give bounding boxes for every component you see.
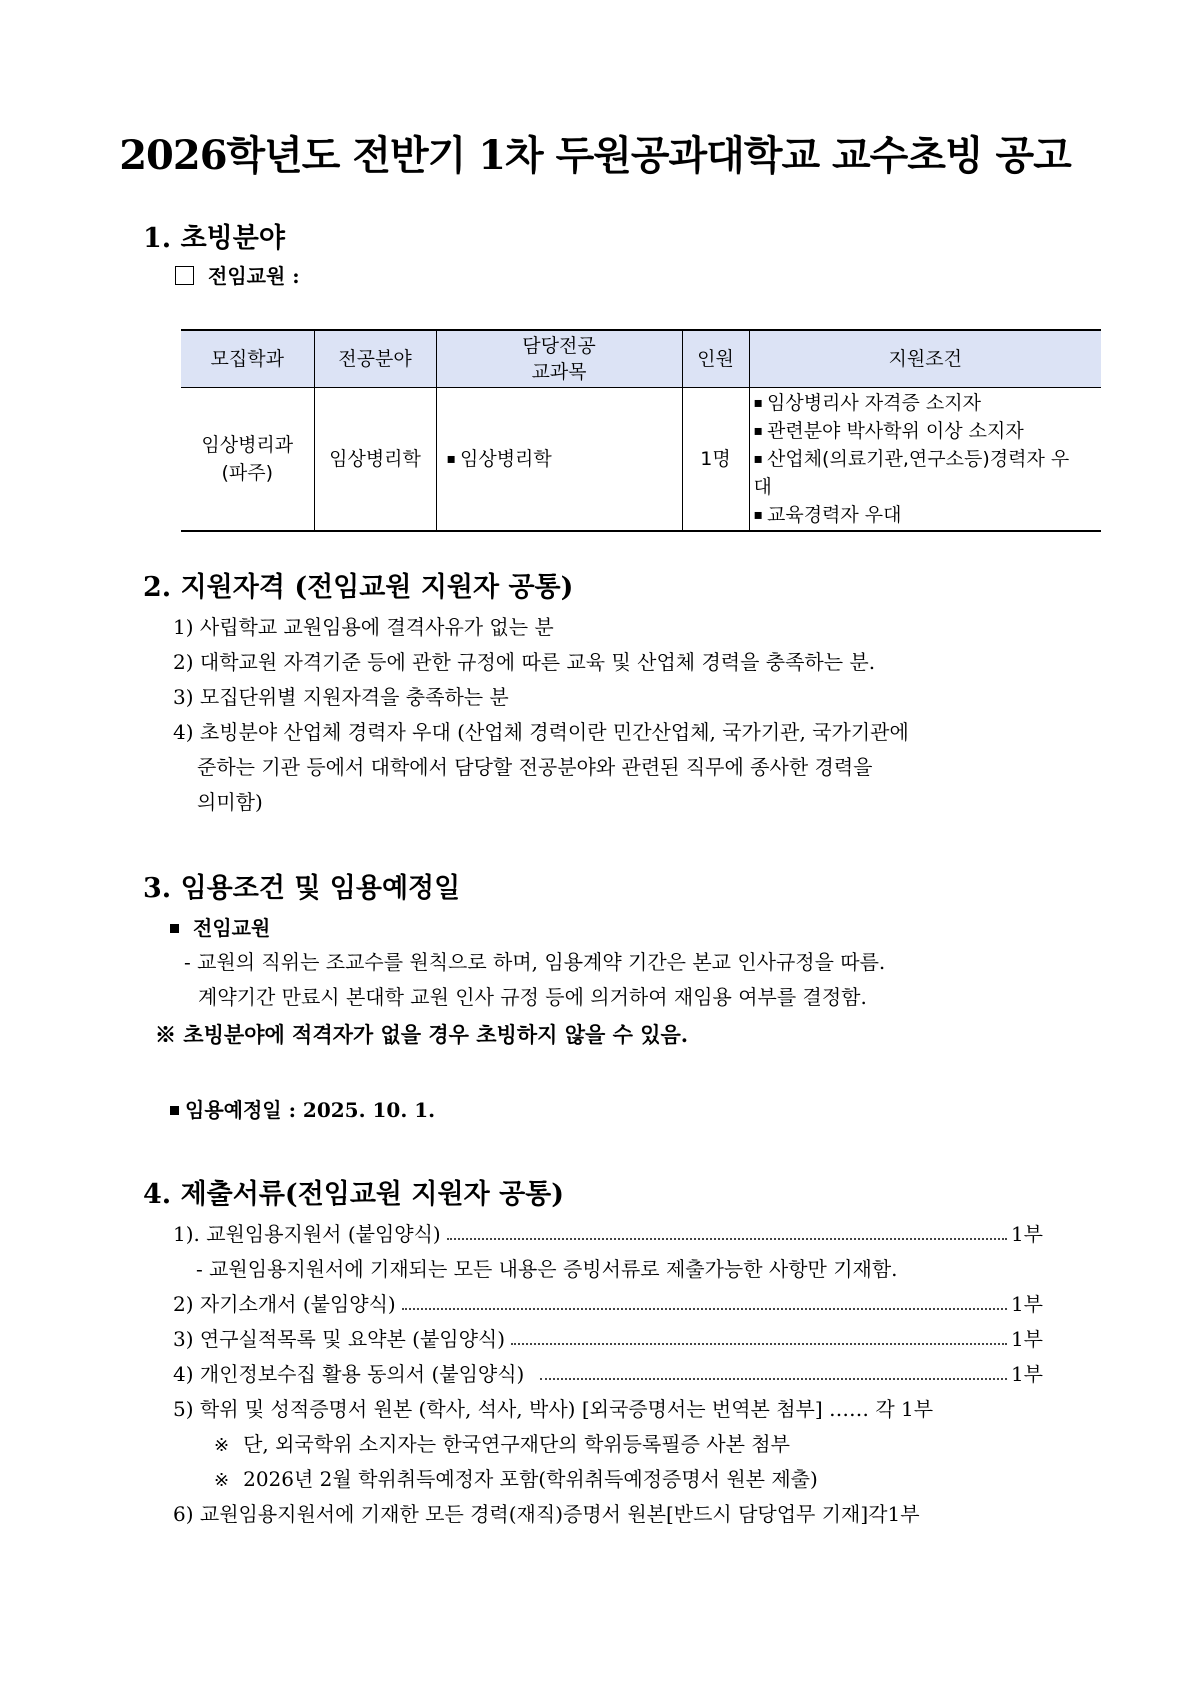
reference-mark-icon: ※ bbox=[214, 1470, 230, 1491]
qualification-item: 1) 사립학교 교원임용에 결격사유가 없는 분 bbox=[173, 615, 554, 639]
recruitment-table bbox=[181, 329, 1101, 532]
condition-item: ▪ 관련분야 박사학위 이상 소지자 bbox=[753, 420, 1024, 442]
cell-department: 임상병리과 (파주) bbox=[181, 388, 314, 532]
section-heading-documents: 4. 제출서류(전임교원 지원자 공통) bbox=[143, 1179, 565, 1210]
subheading-line bbox=[170, 912, 270, 941]
section-heading-appointment: 3. 임용조건 및 임용예정일 bbox=[143, 873, 461, 904]
appointment-date-line bbox=[170, 1094, 435, 1123]
cell-field: 임상병리학 bbox=[314, 388, 436, 532]
qualification-item: 4) 초빙분야 산업체 경력자 우대 (산업체 경력이란 민간산업체, 국가기관, 국가기관에 bbox=[173, 720, 909, 744]
document-item: 6) 교원임용지원서에 기재한 모든 경력(재직)증명서 원본[반드시 담당업무 기재]각1부 bbox=[173, 1502, 920, 1526]
bullet-icon: ▪ bbox=[753, 507, 763, 523]
condition-item-continued: 대 bbox=[753, 476, 772, 498]
qualification-item: 2) 대학교원 자격기준 등에 관한 규정에 따른 교육 및 산업체 경력을 충족하는 분. bbox=[173, 650, 876, 674]
condition-item: ▪ 임상병리사 자격증 소지자 bbox=[753, 392, 981, 414]
subheading-full-time: 전임교원 bbox=[193, 916, 271, 940]
page-title: 2026학년도 전반기 1차 두원공과대학교 교수초빙 공고 bbox=[119, 132, 1071, 179]
square-bullet-icon bbox=[170, 924, 179, 933]
category-line bbox=[175, 260, 300, 289]
condition-item: ▪ 교육경력자 우대 bbox=[753, 504, 902, 526]
bullet-icon: ▪ bbox=[753, 423, 763, 439]
document-item: 4) 개인정보수집 활용 동의서 (붙임양식) 1부 bbox=[173, 1358, 1043, 1387]
condition-item: ▪ 산업체(의료기관,연구소등)경력자 우 bbox=[753, 448, 1070, 470]
table-header-row bbox=[181, 330, 1101, 388]
qualification-item-continued: 의미함) bbox=[197, 790, 263, 814]
section-heading-qualifications: 2. 지원자격 (전임교원 지원자 공통) bbox=[143, 572, 574, 603]
column-header-department: 모집학과 bbox=[181, 330, 314, 388]
qualification-item-continued: 준하는 기관 등에서 대학에서 담당할 전공분야와 관련된 직무에 종사한 경력을 bbox=[197, 755, 873, 779]
subject-text: 임상병리학 bbox=[460, 448, 552, 470]
column-header-field: 전공분야 bbox=[314, 330, 436, 388]
document-item: 2) 자기소개서 (붙임양식) 1부 bbox=[173, 1288, 1043, 1317]
document-item: 3) 연구실적목록 및 요약본 (붙임양식) 1부 bbox=[173, 1323, 1043, 1352]
document-note: ※ 2026년 2월 학위취득예정자 포함(학위취득예정증명서 원본 제출) bbox=[214, 1467, 818, 1491]
document-note: ※ 단, 외국학위 소지자는 한국연구재단의 학위등록필증 사본 첨부 bbox=[214, 1432, 790, 1456]
cell-count: 1명 bbox=[682, 388, 749, 532]
column-header-subject: 담당전공 교과목 bbox=[436, 330, 682, 388]
bullet-icon: ▪ bbox=[446, 451, 456, 467]
appointment-date: 임용예정일 : 2025. 10. 1. bbox=[185, 1098, 436, 1122]
bullet-icon: ▪ bbox=[753, 395, 763, 411]
cell-conditions bbox=[749, 388, 1101, 532]
appointment-condition: 계약기간 만료시 본대학 교원 인사 규정 등에 의거하여 재임용 여부를 결정함. bbox=[198, 985, 867, 1009]
reference-mark-icon: ※ bbox=[214, 1435, 230, 1456]
table-row bbox=[181, 388, 1101, 532]
notice-line: ※ 초빙분야에 적격자가 없을 경우 초빙하지 않을 수 있음. bbox=[155, 1022, 689, 1047]
checkbox-icon bbox=[175, 266, 194, 285]
column-header-conditions: 지원조건 bbox=[749, 330, 1101, 388]
category-label: 전임교원 : bbox=[208, 264, 300, 288]
qualification-item: 3) 모집단위별 지원자격을 충족하는 분 bbox=[173, 685, 509, 709]
section-heading-recruitment-field: 1. 초빙분야 bbox=[143, 223, 285, 254]
bullet-icon: ▪ bbox=[753, 451, 763, 467]
document-item: 1). 교원임용지원서 (붙임양식) 1부 bbox=[173, 1218, 1043, 1247]
cell-subject bbox=[436, 388, 682, 532]
column-header-count: 인원 bbox=[682, 330, 749, 388]
appointment-condition: - 교원의 직위는 조교수를 원칙으로 하며, 임용계약 기간은 본교 인사규정을 따름. bbox=[184, 950, 886, 974]
document-note: - 교원임용지원서에 기재되는 모든 내용은 증빙서류로 제출가능한 사항만 기재함. bbox=[196, 1257, 898, 1281]
document-item: 5) 학위 및 성적증명서 원본 (학사, 석사, 박사) [외국증명서는 번역본 첨부] …… 각 1부 bbox=[173, 1397, 934, 1421]
square-bullet-icon bbox=[170, 1106, 179, 1115]
